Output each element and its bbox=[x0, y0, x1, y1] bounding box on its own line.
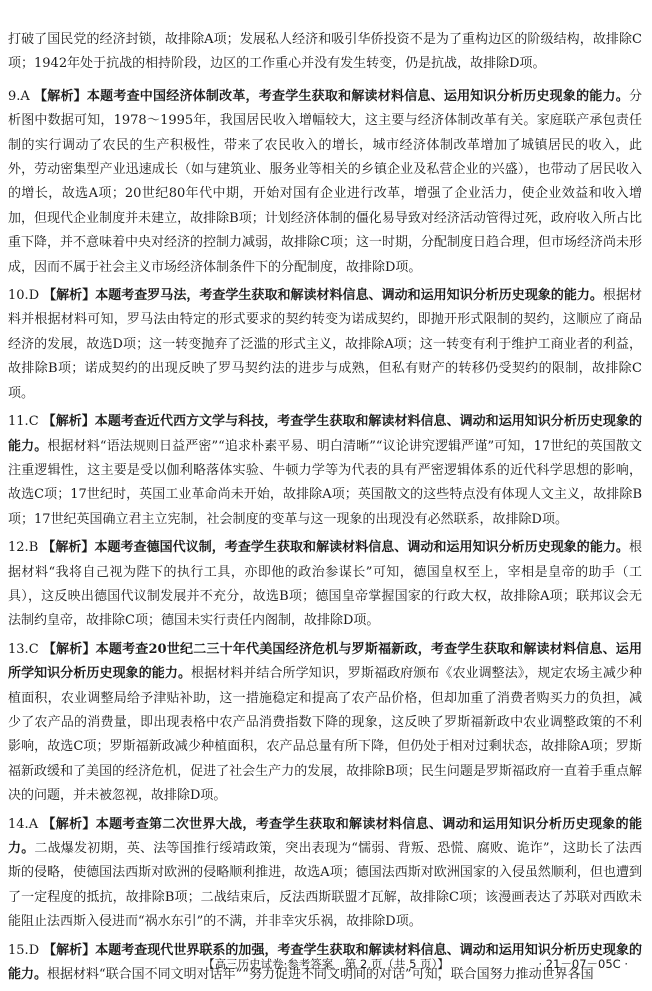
footer-code: · 21－07－05C · bbox=[538, 957, 628, 971]
item-number: 10. bbox=[8, 288, 29, 304]
item-body: 根据材料“我将自己视为陛下的执行工具，亦即他的政治参谋长”可知，德国皇权至上，宰相是皇帝的助手（工具），这反映出德国代议制发展并不充分，故选B项；德国皇帝掌握国家的行政大权，故排除A项；联邦议会无法制约皇帝，故排除C项；德国未实行责任内阁制，故排除D项。 bbox=[8, 540, 642, 629]
analysis-tag: 【解析】 bbox=[42, 641, 96, 657]
item-body: 根据材料“联合国不同文明对话年”“努力促进不同文明间的对话”可知，联合国努力推动世界各国 bbox=[47, 967, 594, 983]
item-number: 14. bbox=[8, 816, 29, 832]
answer-item-11 bbox=[8, 410, 642, 532]
item-number: 12. bbox=[8, 540, 29, 556]
analysis-tag: 【解析】 bbox=[33, 88, 87, 104]
item-lead: 本题考查中国经济体制改革，考查学生获取和解读材料信息、运用知识分析历史现象的能力。 bbox=[86, 88, 629, 104]
item-lead: 本题考查罗马法，考查学生获取和解读材料信息、调动和运用知识分析历史现象的能力。 bbox=[95, 288, 603, 304]
answer-item-10 bbox=[8, 284, 642, 406]
item-answer: C bbox=[28, 641, 39, 657]
item-number: 15. bbox=[8, 942, 29, 958]
analysis-tag: 【解析】 bbox=[43, 288, 96, 304]
analysis-tag: 【解析】 bbox=[42, 816, 96, 832]
answer-item-12 bbox=[8, 536, 642, 634]
item-answer: C bbox=[28, 414, 39, 430]
item-lead: 本题考查德国代议制，考查学生获取和解读材料信息、调动和运用知识分析历史现象的能力。 bbox=[94, 540, 629, 556]
item-answer: A bbox=[28, 816, 39, 832]
answer-item-9 bbox=[8, 85, 642, 280]
item-lead: 本题考查近代西方文学与科技，考查学生获取和解读材料信息、调动和运用知识分析历史现象的能力。 bbox=[8, 414, 642, 454]
item-answer: D bbox=[28, 288, 40, 304]
item-body: 根据材料并结合所学知识，罗斯福政府颁布《农业调整法》，规定农场主减少种植面积，农业调整局给予津贴补助，这一措施稳定和提高了农产品价格，但却加重了消费者购买力的负担，减少了农产品的消费量，即出现表格中农产品消费指数下降的现象，这反映了罗斯福新政中农业调整政策的不利影响，故选C项；罗斯福新政减少种植面积，农产品总量有所下降，但仍处于相对过剩状态，故排除A项；罗斯福新政缓和了美国的经济危机，促进了社会生产力的发展，故排除B项；民生问题是罗斯福政府一直着手重点解决的问题，并未被忽视，故排除D项。 bbox=[8, 666, 642, 804]
item-answer: B bbox=[28, 540, 39, 556]
analysis-tag: 【解析】 bbox=[42, 540, 95, 556]
analysis-tag: 【解析】 bbox=[42, 414, 95, 430]
item-body: 二战爆发初期，英、法等国推行绥靖政策，突出表现为“懦弱、背叛、恐慌、腐败、诡诈”，这助长了法西斯的侵略，使德国法西斯对欧洲的侵略顺利推进，故选A项；德国法西斯对欧洲国家的入侵虽然顺利，但也遭到了一定程度的抵抗，故排除B项；二战结束后，反法西斯联盟才瓦解，故排除C项；该漫画表达了苏联对西欧未能阻止法西斯入侵进而“祸水东引”的不满，并非幸灾乐祸，故排除D项。 bbox=[8, 841, 642, 930]
answer-item-14 bbox=[8, 813, 642, 935]
page-footer bbox=[0, 956, 652, 976]
item-answer: D bbox=[28, 942, 40, 958]
item-body: 根据材料“语法规则日益严密”“追求朴素平易、明白清晰”“议论讲究逻辑严谨”可知，17世纪的英国散文注重逻辑性，这主要是受以伽利略落体实验、牛顿力学等为代表的具有严密逻辑体系的近代科学思想的影响，故选C项；17世纪时，英国工业革命尚未开始，故排除A项；英国散文的这些特点没有体现人文主义，故排除B项；17世纪英国确立君主立宪制，社会制度的变革与这一现象的出现没有必然联系，故排除D项。 bbox=[8, 438, 642, 527]
item-lead: 本题考查现代世界联系的加强，考查学生获取和解读材料信息、调动和运用知识分析历史现象的能力。 bbox=[8, 942, 642, 983]
item-number: 11. bbox=[8, 414, 29, 430]
item-number: 9. bbox=[8, 88, 21, 104]
analysis-tag: 【解析】 bbox=[43, 942, 96, 958]
intro-paragraph: 打破了国民党的经济封锁，故排除A项；发展私人经济和吸引华侨投资不是为了重构边区的阶级结构，故排除C项；1942年处于抗战的相持阶段，边区的工作重心并没有发生转变，仍是抗战，故排除D项。 bbox=[8, 32, 642, 72]
item-answer: A bbox=[20, 88, 30, 104]
answer-item-13 bbox=[8, 638, 642, 809]
answer-content bbox=[8, 28, 642, 991]
footer-title: 【高三历史试卷·参考答案 第 2 页（共 5 页）】 bbox=[203, 957, 449, 971]
item-body: 根据材料并根据材料可知，罗马法由特定的形式要求的契约转变为诺成契约，即抛开形式限制的契约，这顺应了商品经济的发展，故选D项；这一转变抛弃了泛滥的形式主义，故排除A项；这一转变有利于维护工商业者的利益，故排除B项；诺成契约的出现反映了罗马契约法的进步与成熟，但私有财产的转移仍受契约的限制，故排除C项。 bbox=[8, 288, 642, 401]
item-number: 13. bbox=[8, 641, 29, 657]
item-body: 分析图中数据可知，1978～1995年，我国居民收入增幅较大，这主要与经济体制改革有关。家庭联产承包责任制的实行调动了农民的生产积极性，带来了农民收入的增长，城市经济体制改革增加了城镇居民的收入，此外，劳动密集型产业迅速成长（如与建筑业、服务业等相关的乡镇企业及私营企业的兴盛），也带动了居民收入的增长，故选A项；20世纪80年代中期，开始对国有企业进行改革，增强了企业活力，使企业效益和收入增加，但现代企业制度并未建立，故排除B项；计划经济体制的僵化易导致对经济活动管得过死，政府收入所占比重下降，并不意味着中央对经济的控制力减弱，故排除C项；这一时期，分配制度日趋合理，但市场经济尚未形成，因而不属于社会主义市场经济体制条件下的分配制度，故排除D项。 bbox=[8, 88, 642, 275]
item-lead: 本题考查20世纪二三十年代美国经济危机与罗斯福新政，考查学生获取和解读材料信息、运用所学知识分析历史现象的能力。 bbox=[8, 641, 642, 682]
item-lead: 本题考查第二次世界大战，考查学生获取和解读材料信息、调动和运用知识分析历史现象的能力。 bbox=[8, 816, 642, 856]
